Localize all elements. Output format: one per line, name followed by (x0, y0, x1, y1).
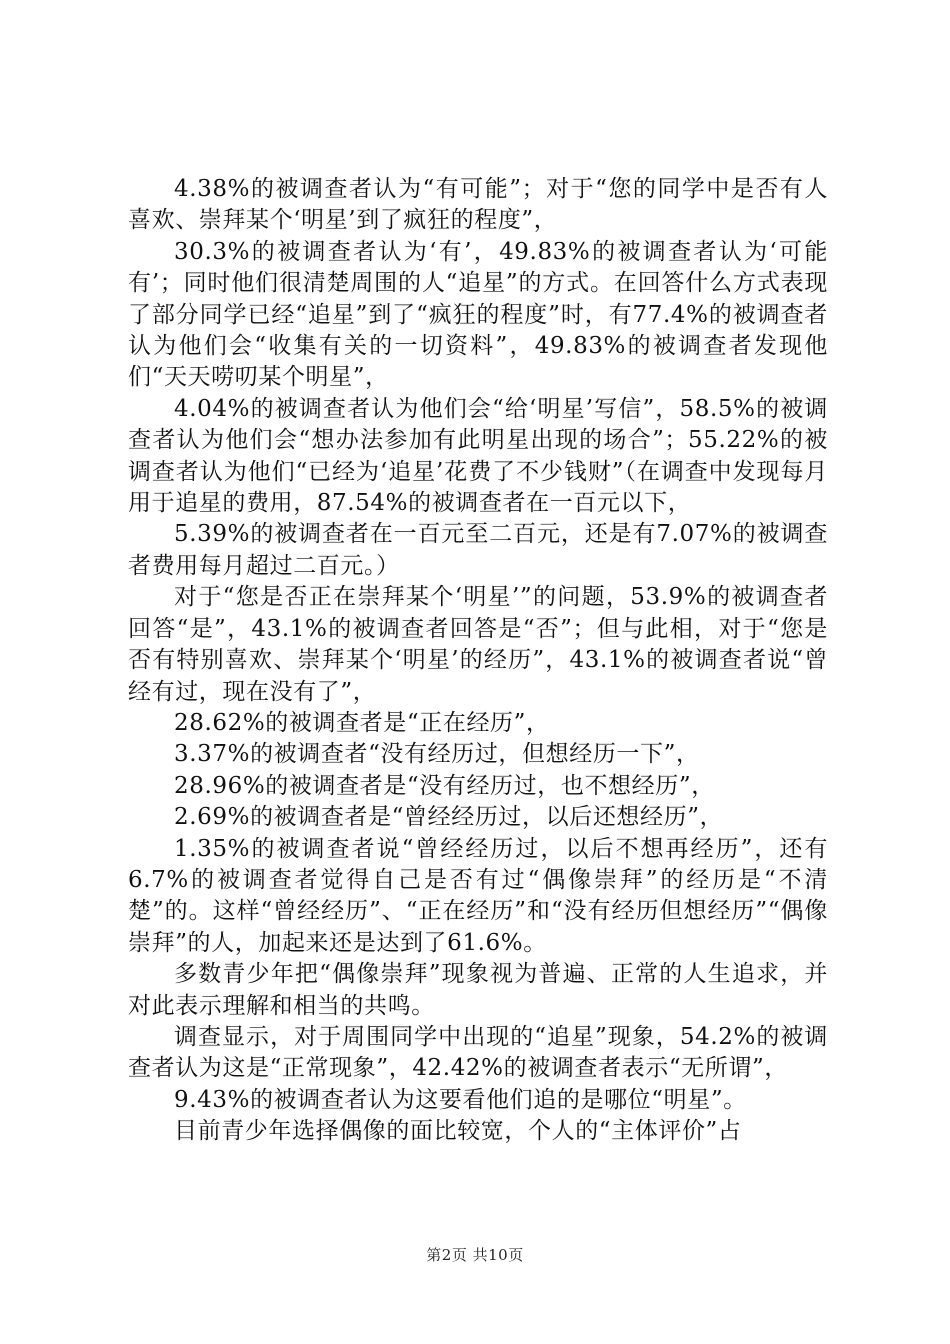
paragraph: 5.39%的被调查者在一百元至二百元，还是有7.07%的被调查者费用每月超过二百元。） (128, 521, 828, 579)
paragraph: 1.35%的被调查者说“曾经经历过，以后不想再经历”，还有6.7%的被调查者觉得自己是否有过“偶像崇拜”的经历是“不清楚”的。这样“曾经经历”、“正在经历”和“没有经历但想经历”“偶像崇拜”的人，加起来还是达到了61.6%。 (128, 835, 828, 956)
paragraph: 目前青少年选择偶像的面比较宽，个人的“主体评价”占 (174, 1118, 742, 1145)
paragraph: 4.38%的被调查者认为“有可能”；对于“您的同学中是否有人喜欢、崇拜某个‘明星’到了疯狂的程度”， (128, 176, 828, 234)
paragraph: 9.43%的被调查者认为这要看他们追的是哪位“明星”。 (174, 1086, 747, 1113)
paragraph: 调查显示，对于周围同学中出现的“追星”现象，54.2%的被调查者认为这是“正常现象”，42.42%的被调查者表示“无所谓”， (128, 1023, 828, 1082)
paragraph: 28.96%的被调查者是“没有经历过，也不想经历”， (174, 772, 715, 799)
paragraph: 3.37%的被调查者“没有经历过，但想经历一下”， (174, 741, 700, 768)
paragraph: 28.62%的被调查者是“正在经历”， (174, 709, 550, 736)
page-footer: 第2页 共10页 (426, 1246, 524, 1264)
document-body (128, 174, 828, 1148)
paragraph: 2.69%的被调查者是“曾经经历过，以后还想经历”， (174, 804, 724, 831)
paragraph: 多数青少年把“偶像崇拜”现象视为普遍、正常的人生追求，并对此表示理解和相当的共鸣。 (128, 961, 828, 1019)
paragraph: 30.3%的被调查者认为‘有’，49.83%的被调查者认为‘可能有’；同时他们很清楚周围的人“追星”的方式。在回答什么方式表现了部分同学已经“追星”到了“疯狂的程度”时，有77.4%的被调查者认为他们会“收集有关的一切资料”，49.83%的被调查者发现他们“天天唠叨某个明星”， (128, 238, 828, 391)
paragraph: 对于“您是否正在崇拜某个‘明星’”的问题，53.9%的被调查者回答“是”，43.1%的被调查者回答是“否”；但与此相，对于“您是否有特别喜欢、崇拜某个‘明星’的经历”，43.1%的被调查者说“曾经有过，现在没有了”， (128, 584, 828, 705)
paragraph: 4.04%的被调查者认为他们会“给‘明星’写信”，58.5%的被调查者认为他们会“想办法参加有此明星出现的场合”；55.22%的被调查者认为他们“已经为‘追星’花费了不少钱财”（在调查中发现每月用于追星的费用，87.54%的被调查者在一百元以下， (128, 395, 828, 517)
